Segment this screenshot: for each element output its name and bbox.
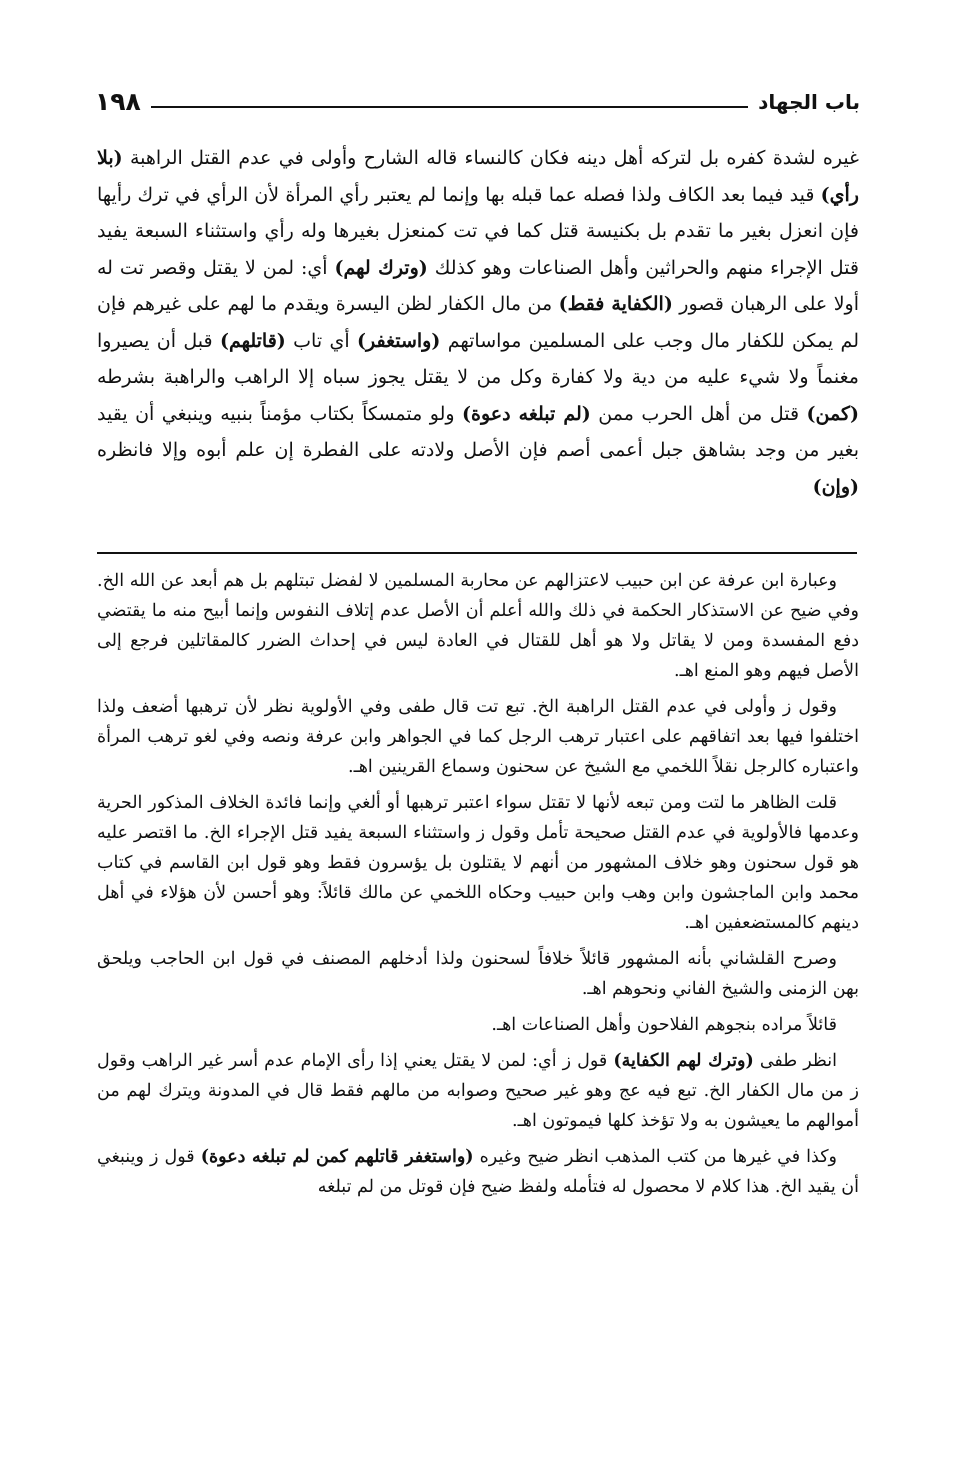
header-rule xyxy=(151,106,748,108)
matn-quote: (واستغفر قاتلهم كمن لم تبلغه دعوة) xyxy=(200,1147,474,1167)
matn-quote: (قاتلهم) xyxy=(219,329,286,352)
matn-quote: (وإن) xyxy=(812,475,859,498)
page-number: ١٩٨ xyxy=(95,87,141,116)
matn-quote: (لم تبلغه دعوة) xyxy=(462,402,591,425)
matn-quote: (كمن) xyxy=(806,402,859,425)
footnote-paragraph: قائلاً مراده بنجوهم الفلاحون وأهل الصناعات اهـ. xyxy=(491,1015,837,1035)
matn-quote: (الكفاية فقط) xyxy=(558,293,673,315)
footnote-separator xyxy=(97,552,857,554)
footnote-paragraph: وكذا في غيرها من كتب المذهب انظر ضيح وغيره (واستغفر قاتلهم كمن لم تبلغه دعوة) قول ز وينبغي أن يقيد الخ. هذا كلام لا محصول له فتأمله ولفظ ضيح فإن قوتل من لم تبلغه xyxy=(97,1147,859,1197)
footnotes-block xyxy=(97,566,859,1208)
chapter-title: باب الجهاد xyxy=(758,90,860,114)
matn-quote: (واستغفر) xyxy=(357,329,441,352)
footnote-paragraph: انظر طفى (وترك لهم الكفاية) قول ز أي: لمن لا يقتل يعني إذا رأى الإمام عدم أسر غير الراهب وقول ز من مال الكفار الخ. تبع فيه عج وهو غير صحيح وصوابه من مالهم فقط قال في المدونة ويترك لهم من أموالهم ما يعيشون به ولا تؤخذ كلها فيموتون اهـ. xyxy=(97,1051,859,1131)
page-header xyxy=(95,78,860,118)
matn-quote: (وترك لهم) xyxy=(334,256,428,279)
footnote-paragraph: قلت الظاهر ما لتت ومن تبعه لأنها لا تقتل سواء اعتبر ترهبها أو ألغي وإنما فائدة الخلاف المذكور الحرية وعدمها فالأولوية في عدم القتل صحيحة تأمل وقول ز واستثناء السبعة يفيد قتل الإجراء الخ. ما اقتصر عليه هو قول سحنون وهو خلاف المشهور من أنهم لا يقتلون بل يؤسرون فقط وهو قول ابن القاسم في كتاب محمد وابن الماجشون وابن وهب وابن حبيب وحكاه اللخمي عن مالك قائلاً: وهو أحسن لأن هؤلاء في أهل دينهم كالمستضعفين اهـ. xyxy=(97,793,859,933)
footnote-paragraph: وصرح القلشاني بأنه المشهور قائلاً خلافاً لسحنون ولذا أدخلهم المصنف في قول ابن الحاجب ويلحق بهن الزمنى والشيخ الفاني ونحوهم اهـ. xyxy=(97,949,859,999)
main-text-block xyxy=(97,140,859,505)
main-paragraph: غيره لشدة كفره بل لتركه أهل دينه فكان كالنساء قاله الشارح وأولى في عدم القتل الراهبة (بلا رأي) قيد فيما بعد الكاف ولذا فصله عما قبله بها وإنما لم يعتبر رأي المرأة لأن الرأي في ترك رأيها فإن انعزل بغير ما تقدم بل بكنيسة قتل كما في تت كمنعزل بغيرها وله رأي واستثناء السبعة يفيد قتل الإجراء منهم والحراثين وأهل الصناعات وهو كذلك (وترك لهم) أي: لمن لا يقتل وقصر تت له أولا على الرهبان قصور (الكفاية فقط) من مال الكفار لظن اليسرة ويقدم ما لهم على غيرهم فإن لم يمكن للكفار مال وجب على المسلمين مواساتهم (واستغفر) أي تاب (قاتلهم) قبل أن يصيروا مغنماً ولا شيء عليه من دية ولا كفارة وكل من لا يقتل يجوز سباه إلا الراهب والراهبة بشرطه (كمن) قتل من أهل الحرب ممن (لم تبلغه دعوة) ولو متمسكاً بكتاب مؤمناً بنبيه وينبغي أن يقيد بغير من وجد بشاهق جبل أعمى أصم فإن الأصل ولادته على الفطرة إن علم أبوه وإلا فانظره (وإن) xyxy=(97,147,859,498)
footnote-paragraph: وقول ز وأولى في عدم القتل الراهبة الخ. تبع تت قال طفى وفي الأولوية نظر لأن ترهبها أضعف ولذا اختلفوا فيها بعد اتفاقهم على اعتبار ترهب الرجل كما في الجواهر وابن عرفة ونصه وفي لغو ترهب المرأة واعتباره كالرجل نقلاً اللخمي مع الشيخ عن سحنون وسماع القرينين اهـ. xyxy=(97,697,859,777)
matn-quote: (بلا رأي) xyxy=(97,147,859,206)
footnote-paragraph: وعبارة ابن عرفة عن ابن حبيب لاعتزالهم عن محاربة المسلمين لا لفضل تبتلهم بل هم أبعد عن الله الخ. وفي ضيح عن الاستذكار الحكمة في ذلك والله أعلم أن الأصل عدم إتلاف النفوس وإنما أبيح منه ما يقتضي دفع المفسدة ومن لا يقاتل ولا هو أهل للقتال في العادة ليس في إحداث الضرر كالمقاتلين فرجع إلى الأصل فيهم وهو المنع اهـ. xyxy=(97,571,859,681)
matn-quote: (وترك لهم الكفاية) xyxy=(613,1051,754,1071)
